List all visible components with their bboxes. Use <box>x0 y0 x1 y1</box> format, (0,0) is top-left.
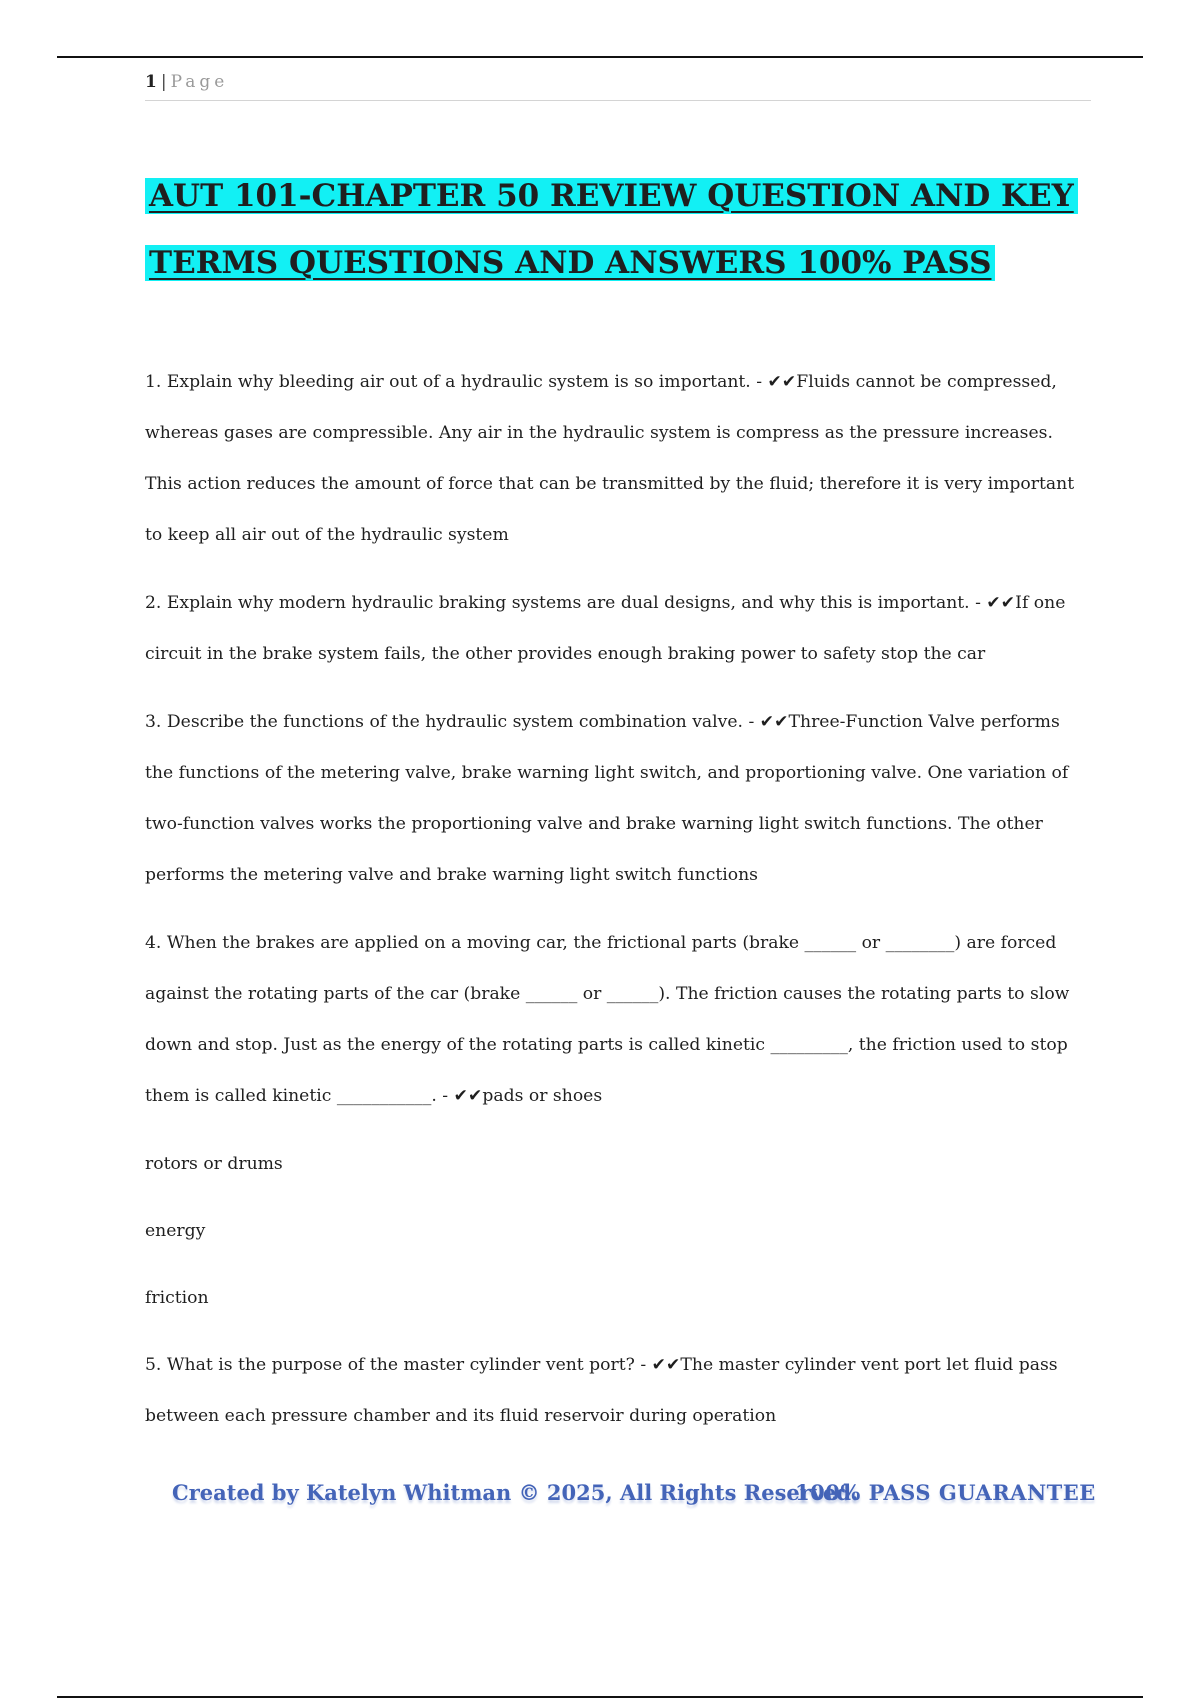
page-word: Page <box>170 72 229 92</box>
page-separator: | <box>160 72 167 92</box>
question-item-3: 3. Describe the functions of the hydraulic system combination valve. - ✔✔Three-Function Valve performs the functions of the metering valve, brake warning light switch, and proportioning valve. One variation of two-function valves works the proportioning valve and brake warning light switch functions. The other performs the metering valve and brake warning light switch functions <box>145 712 1069 885</box>
question-item-4: 4. When the brakes are applied on a moving car, the frictional parts (brake ______ or ________) are forced against the rotating parts of the car (brake ______ or ______). The friction causes the rotating parts to slow down and stop. Just as the energy of the rotating parts is called kinetic _________, the friction used to stop them is called kinetic ___________. - ✔✔pads or shoes <box>145 933 1070 1106</box>
question-list <box>145 357 1090 1459</box>
answer-line-3: friction <box>145 1288 209 1308</box>
document-title <box>145 163 1095 297</box>
page-header <box>145 72 1091 101</box>
title-line-2: TERMS QUESTIONS AND ANSWERS 100% PASS <box>145 245 995 281</box>
bottom-rule <box>57 1696 1143 1698</box>
page-number: 1 <box>145 72 157 92</box>
footer-copyright: Created by Katelyn Whitman © 2025, All Rights Reserved. <box>172 1480 859 1505</box>
answer-line-1: rotors or drums <box>145 1154 283 1174</box>
top-rule <box>57 56 1143 58</box>
question-item-2: 2. Explain why modern hydraulic braking systems are dual designs, and why this is important. - ✔✔If one circuit in the brake system fails, the other provides enough braking power to safety stop the car <box>145 593 1066 664</box>
title-line-1: AUT 101-CHAPTER 50 REVIEW QUESTION AND KEY <box>145 178 1078 214</box>
question-item-5: 5. What is the purpose of the master cylinder vent port? - ✔✔The master cylinder vent port let fluid pass between each pressure chamber and its fluid reservoir during operation <box>145 1355 1058 1426</box>
question-item-1: 1. Explain why bleeding air out of a hydraulic system is so important. - ✔✔Fluids cannot be compressed, whereas gases are compressible. Any air in the hydraulic system is compress as the pressure increases. This action reduces the amount of force that can be transmitted by the fluid; therefore it is very important to keep all air out of the hydraulic system <box>145 372 1075 545</box>
footer-guarantee: 100% PASS GUARANTEE <box>795 1480 1096 1505</box>
answer-line-2: energy <box>145 1221 206 1241</box>
